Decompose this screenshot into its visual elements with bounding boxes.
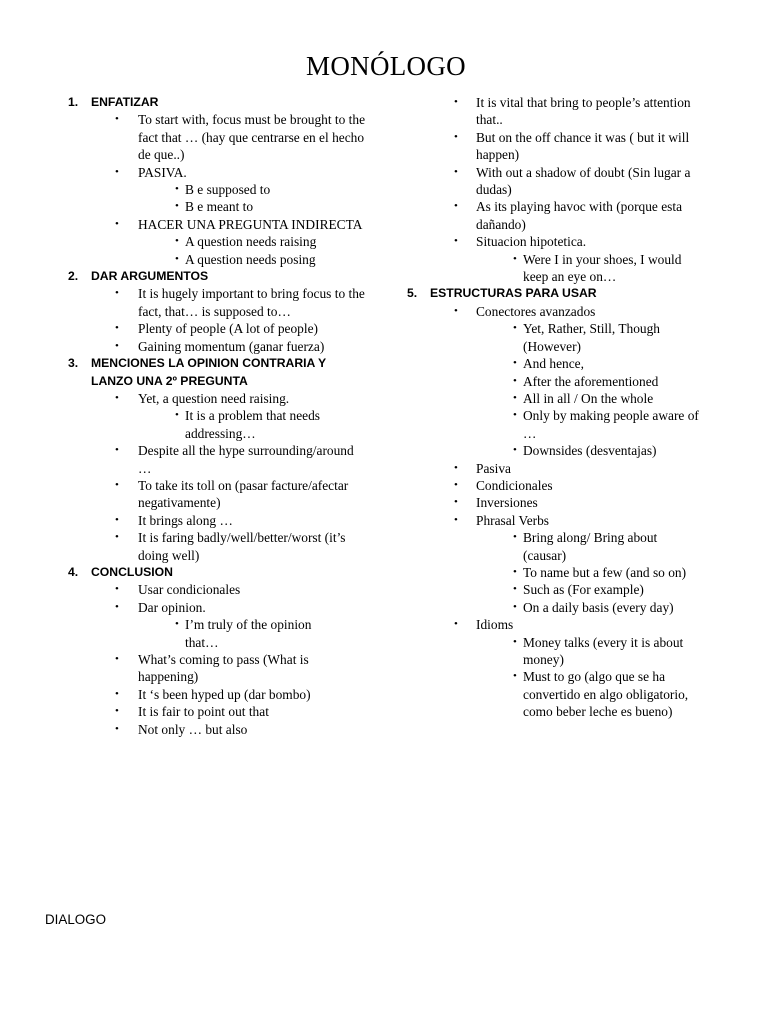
list-item: • Not only … but also (115, 721, 248, 737)
bullet-icon: • (513, 531, 517, 544)
section-label: MENCIONES LA OPINION CONTRARIA Y LANZO UNA 2º PREGUNTA (91, 356, 326, 388)
list-item: • To start with, focus must be brought to the fact that … (hay que centrarse en el hecho de que..) (115, 112, 366, 163)
list-item: • Pasiva (454, 460, 511, 476)
list-item: • It ‘s been hyped up (dar bombo) (115, 686, 311, 702)
list-item: • Dar opinion. (115, 599, 206, 615)
list-item: • Plenty of people (A lot of people) (115, 321, 318, 337)
bullet-icon: • (513, 600, 517, 613)
bullet-icon: • (175, 409, 179, 422)
sub-list-item: • I’m truly of the opinion that… (175, 617, 312, 650)
sub-list-item: • Were I in your shoes, I would keep an eye on… (513, 251, 682, 285)
bullet-icon: • (115, 339, 119, 352)
sub-list-item: • On a daily basis (every day) (513, 599, 674, 615)
list-item: • Gaining momentum (ganar fuerza) (115, 338, 325, 354)
left-column (0, 94, 400, 738)
bullet-icon: • (454, 496, 458, 509)
list-item: • PASIVA. (115, 164, 187, 180)
right-column (400, 94, 768, 721)
bullet-icon: • (454, 618, 458, 631)
bullet-icon: • (115, 217, 119, 230)
section-heading-dar-argumentos (0, 268, 400, 285)
sub-list-item: • A question needs posing (175, 251, 316, 267)
sub-list-item: • Only by making people aware of … (513, 408, 699, 441)
section-heading-opinion-contraria (0, 355, 400, 390)
section-number: 5. (407, 286, 418, 301)
bullet-icon: • (115, 722, 119, 735)
list-item: • Usar condicionales (115, 582, 241, 598)
sub-list-item: • All in all / On the whole (513, 390, 654, 406)
section-label: DAR ARGUMENTOS (91, 269, 209, 284)
bullet-icon: • (115, 653, 119, 665)
list-item: • With out a shadow of doubt (Sin lugar a dudas) (454, 164, 691, 198)
list-item: • Despite all the hype surrounding/around … (115, 443, 354, 476)
list-item: • It brings along … (115, 512, 233, 528)
sub-list-item: • B e supposed to (175, 182, 271, 198)
sub-list-item: • After the aforementioned (513, 373, 659, 389)
section-number: 3. (68, 356, 79, 371)
bullet-icon: • (115, 705, 119, 718)
list-item: • What’s coming to pass (What is happening) (115, 652, 309, 685)
list-item: • Situacion hipotetica. (454, 234, 587, 250)
bullet-icon: • (454, 478, 458, 491)
bullet-icon: • (454, 235, 458, 248)
bullet-icon: • (115, 513, 119, 526)
sub-list-item: • Yet, Rather, Still, Though (However) (513, 321, 660, 354)
bullet-icon: • (115, 687, 119, 700)
list-item: • Conectores avanzados (454, 303, 596, 319)
bullet-icon: • (513, 357, 517, 370)
section-number: 1. (68, 95, 79, 109)
bullet-icon: • (513, 374, 517, 387)
list-item: • It is faring badly/well/better/worst (it’s doing well) (115, 530, 346, 563)
bullet-icon: • (175, 200, 179, 213)
sub-list-item: • It is a problem that needs addressing… (175, 408, 320, 441)
bullet-icon: • (175, 235, 179, 248)
section-label: ENFATIZAR (91, 95, 159, 109)
list-item: • It is fair to point out that (115, 704, 269, 720)
bullet-icon: • (513, 583, 517, 596)
bullet-icon: • (175, 618, 179, 631)
sub-list-item: • To name but a few (and so on) (513, 564, 687, 580)
list-item: • It is hugely important to bring focus to the fact, that… is supposed to… (115, 286, 365, 319)
section-heading-conclusion (0, 564, 400, 581)
bullet-icon: • (513, 635, 517, 648)
sub-list-item: • Such as (For example) (513, 582, 644, 598)
bullet-icon: • (175, 252, 179, 265)
bullet-icon: • (115, 391, 119, 404)
sub-list-item: • And hence, (513, 356, 584, 372)
bullet-icon: • (454, 96, 458, 108)
bullet-icon: • (115, 478, 119, 491)
section-number: 4. (68, 564, 79, 579)
bullet-icon: • (115, 287, 119, 300)
footer-heading-dialogo: DIALOGO (45, 912, 107, 927)
section-label: ESTRUCTURAS PARA USAR (430, 286, 597, 301)
sub-list-item: • Money talks (every it is about money) (513, 634, 684, 667)
bullet-icon: • (454, 513, 458, 526)
list-item: • Yet, a question need raising. (115, 390, 290, 406)
section-heading-estructuras (400, 285, 768, 302)
section-label: CONCLUSION (91, 564, 173, 579)
document-title: MONÓLOGO (306, 51, 466, 81)
list-item: • Condicionales (454, 477, 553, 493)
bullet-icon: • (115, 531, 119, 544)
bullet-icon: • (454, 130, 458, 143)
bullet-icon: • (513, 391, 517, 404)
bullet-icon: • (513, 444, 517, 457)
bullet-icon: • (115, 583, 119, 596)
list-item: • HACER UNA PREGUNTA INDIRECTA (115, 216, 363, 232)
sub-list-item: • Downsides (desventajas) (513, 443, 657, 459)
section-number: 2. (68, 269, 79, 284)
list-item: • Idioms (454, 617, 514, 633)
list-item: • But on the off chance it was ( but it will happen) (454, 129, 690, 163)
bullet-icon: • (513, 409, 517, 422)
bullet-icon: • (454, 200, 458, 213)
sub-list-item: • B e meant to (175, 199, 254, 215)
bullet-icon: • (175, 183, 179, 196)
sub-list-item: • Bring along/ Bring about (causar) (513, 530, 658, 563)
list-item: • It is vital that bring to people’s attention that.. (454, 95, 691, 128)
bullet-icon: • (115, 165, 119, 178)
bullet-icon: • (115, 322, 119, 335)
section-heading-enfatizar (0, 94, 400, 111)
bullet-icon: • (115, 444, 119, 457)
bullet-icon: • (513, 670, 517, 683)
bullet-icon: • (513, 322, 517, 335)
bullet-icon: • (115, 113, 119, 126)
list-item: • Inversiones (454, 495, 538, 511)
list-item: • Phrasal Verbs (454, 512, 550, 528)
sub-list-item: • Must to go (algo que se ha convertido en algo obligatorio, como beber leche es bueno) (513, 669, 689, 720)
bullet-icon: • (513, 565, 517, 578)
bullet-icon: • (454, 461, 458, 474)
bullet-icon: • (454, 165, 458, 178)
bullet-icon: • (513, 252, 517, 265)
bullet-icon: • (115, 600, 119, 613)
list-item: • As its playing havoc with (porque esta dañando) (454, 199, 683, 232)
bullet-icon: • (454, 304, 458, 317)
sub-list-item: • A question needs raising (175, 234, 317, 250)
list-item: • To take its toll on (pasar facture/afectar negativamente) (115, 477, 349, 511)
